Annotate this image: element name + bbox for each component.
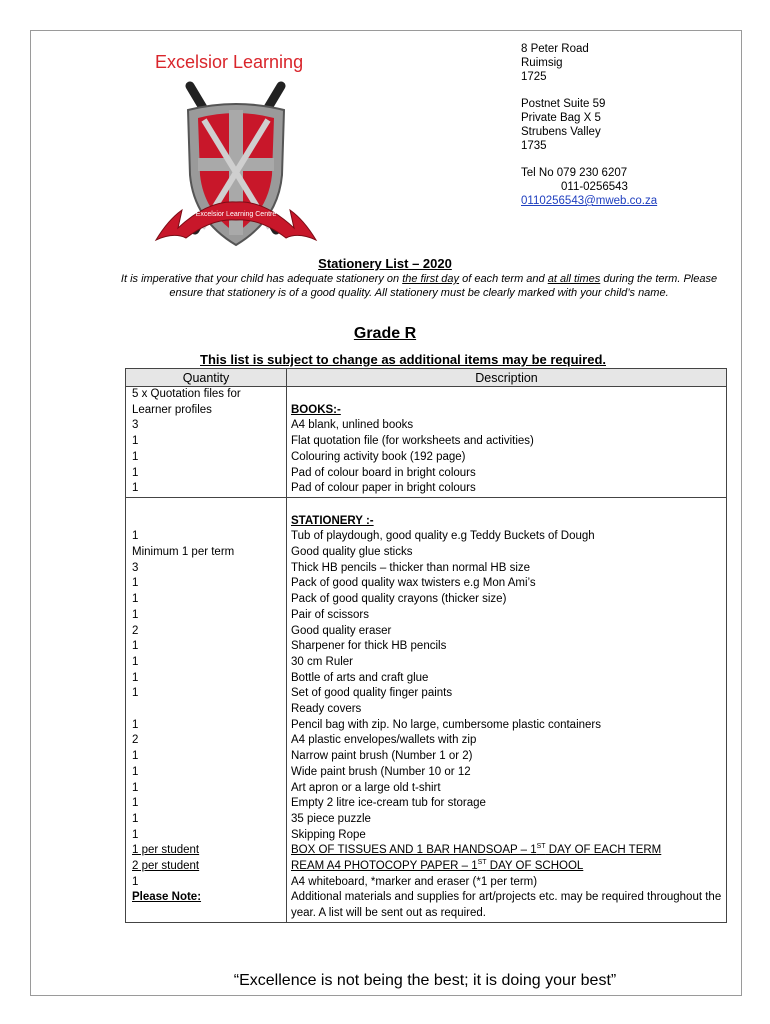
quantity-cell: 1 [126,796,287,812]
table-row [126,403,727,419]
description-cell: Additional materials and supplies for art/projects etc. may be required throughout the year. A list will be sent out as required. [287,890,727,922]
table-row [126,639,727,655]
quantity-cell [126,497,287,513]
description-cell: Pencil bag with zip. No large, cumbersome plastic containers [287,718,727,734]
quantity-cell: 1 [126,875,287,891]
table-row [126,608,727,624]
quantity-cell: 1 [126,671,287,687]
quantity-cell: 5 x Quotation files for [126,387,287,403]
postal-line: Private Bag X 5 [521,112,601,124]
table-row [126,702,727,718]
table-row [126,545,727,561]
quantity-cell: Learner profiles [126,403,287,419]
school-address [521,42,657,208]
quantity-cell: 1 [126,639,287,655]
brand-name: Excelsior Learning [155,52,304,72]
quantity-cell: 2 [126,624,287,640]
table-row [126,718,727,734]
table-row [126,796,727,812]
telephone-2: 011-0256543 [561,181,628,193]
description-cell: Bottle of arts and craft glue [287,671,727,687]
email-link[interactable]: 0110256543@mweb.co.za [521,195,658,207]
shield-logo [148,80,323,265]
table-row [126,514,727,530]
table-row [126,686,727,702]
table-row [126,843,727,859]
description-cell: Wide paint brush (Number 10 or 12 [287,765,727,781]
address-line: Ruimsig [521,57,563,69]
description-cell: Set of good quality finger paints [287,686,727,702]
table-row [126,859,727,875]
description-cell: Thick HB pencils – thicker than normal HB size [287,561,727,577]
quantity-cell: 1 [126,450,287,466]
quantity-cell: 1 [126,765,287,781]
description-cell: BOOKS:- [287,403,727,419]
description-cell: Pack of good quality wax twisters e.g Mon Ami’s [287,576,727,592]
quantity-cell: 1 [126,529,287,545]
quantity-cell: Please Note: [126,890,287,922]
table-row [126,624,727,640]
table-row [126,781,727,797]
description-cell: Good quality glue sticks [287,545,727,561]
quantity-cell: 1 [126,434,287,450]
postal-line: 1735 [521,140,547,152]
table-row [126,529,727,545]
postal-line: Postnet Suite 59 [521,98,606,110]
quantity-cell [126,514,287,530]
quantity-cell: 3 [126,418,287,434]
address-line: 8 Peter Road [521,43,589,55]
table-row [126,828,727,844]
description-cell: A4 plastic envelopes/wallets with zip [287,733,727,749]
table-row [126,434,727,450]
stationery-table [125,368,727,923]
intro-paragraph: It is imperative that your child has adequate stationery on the first day of each term and at all times during the term. Please ensure that stationery is of a good quality. All stationery must be clearly marked with your child’s name. [120,273,718,299]
quantity-cell: 3 [126,561,287,577]
quantity-cell: 1 [126,749,287,765]
table-row [126,466,727,482]
table-row [126,671,727,687]
table-row [126,890,727,922]
column-header-quantity: Quantity [126,369,287,387]
description-cell: Ready covers [287,702,727,718]
table-row [126,765,727,781]
table-row [126,561,727,577]
table-row [126,592,727,608]
quantity-cell: 1 per student [126,843,287,859]
quantity-cell: 1 [126,781,287,797]
description-cell: Pair of scissors [287,608,727,624]
grade-heading: Grade R [353,325,417,342]
telephone: Tel No 079 230 6207 [521,167,628,179]
quantity-cell: 1 [126,686,287,702]
quantity-cell: 1 [126,481,287,497]
description-cell: Art apron or a large old t-shirt [287,781,727,797]
quantity-cell: 1 [126,608,287,624]
table-row [126,576,727,592]
description-cell: A4 whiteboard, *marker and eraser (*1 per term) [287,875,727,891]
description-cell: A4 blank, unlined books [287,418,727,434]
column-header-description: Description [287,369,727,387]
table-row [126,418,727,434]
description-cell: Skipping Rope [287,828,727,844]
postal-line: Strubens Valley [521,126,601,138]
quantity-cell: 1 [126,828,287,844]
logo-banner-text: Excelsior Learning Centre [195,211,277,218]
table-row [126,733,727,749]
description-cell: Flat quotation file (for worksheets and activities) [287,434,727,450]
table-row [126,387,727,403]
subject-note: This list is subject to change as additional items may be required. [200,352,606,367]
description-cell [287,497,727,513]
quantity-cell: 1 [126,592,287,608]
quantity-cell: Minimum 1 per term [126,545,287,561]
description-cell: Empty 2 litre ice-cream tub for storage [287,796,727,812]
description-cell: Good quality eraser [287,624,727,640]
description-cell: STATIONERY :- [287,514,727,530]
quantity-cell: 1 [126,576,287,592]
quantity-cell [126,702,287,718]
description-cell: Narrow paint brush (Number 1 or 2) [287,749,727,765]
description-cell: REAM A4 PHOTOCOPY PAPER – 1ST DAY OF SCHOOL [287,859,727,875]
quantity-cell: 1 [126,466,287,482]
table-row [126,481,727,497]
table-row [126,655,727,671]
table-row [126,812,727,828]
description-cell [287,387,727,403]
document-title: Stationery List – 2020 [318,256,452,271]
description-cell: Pad of colour paper in bright colours [287,481,727,497]
quantity-cell: 1 [126,718,287,734]
description-cell: Pack of good quality crayons (thicker size) [287,592,727,608]
description-cell: 30 cm Ruler [287,655,727,671]
footer-quote: “Excellence is not being the best; it is doing your best” [233,972,617,989]
table-row [126,497,727,513]
description-cell: Colouring activity book (192 page) [287,450,727,466]
description-cell: Sharpener for thick HB pencils [287,639,727,655]
description-cell: 35 piece puzzle [287,812,727,828]
table-row [126,450,727,466]
table-row [126,875,727,891]
description-cell: Tub of playdough, good quality e.g Teddy Buckets of Dough [287,529,727,545]
quantity-cell: 1 [126,655,287,671]
quantity-cell: 1 [126,812,287,828]
description-cell: Pad of colour board in bright colours [287,466,727,482]
address-line: 1725 [521,71,547,83]
table-row [126,749,727,765]
description-cell: BOX OF TISSUES AND 1 BAR HANDSOAP – 1ST DAY OF EACH TERM [287,843,727,859]
quantity-cell: 2 per student [126,859,287,875]
quantity-cell: 2 [126,733,287,749]
